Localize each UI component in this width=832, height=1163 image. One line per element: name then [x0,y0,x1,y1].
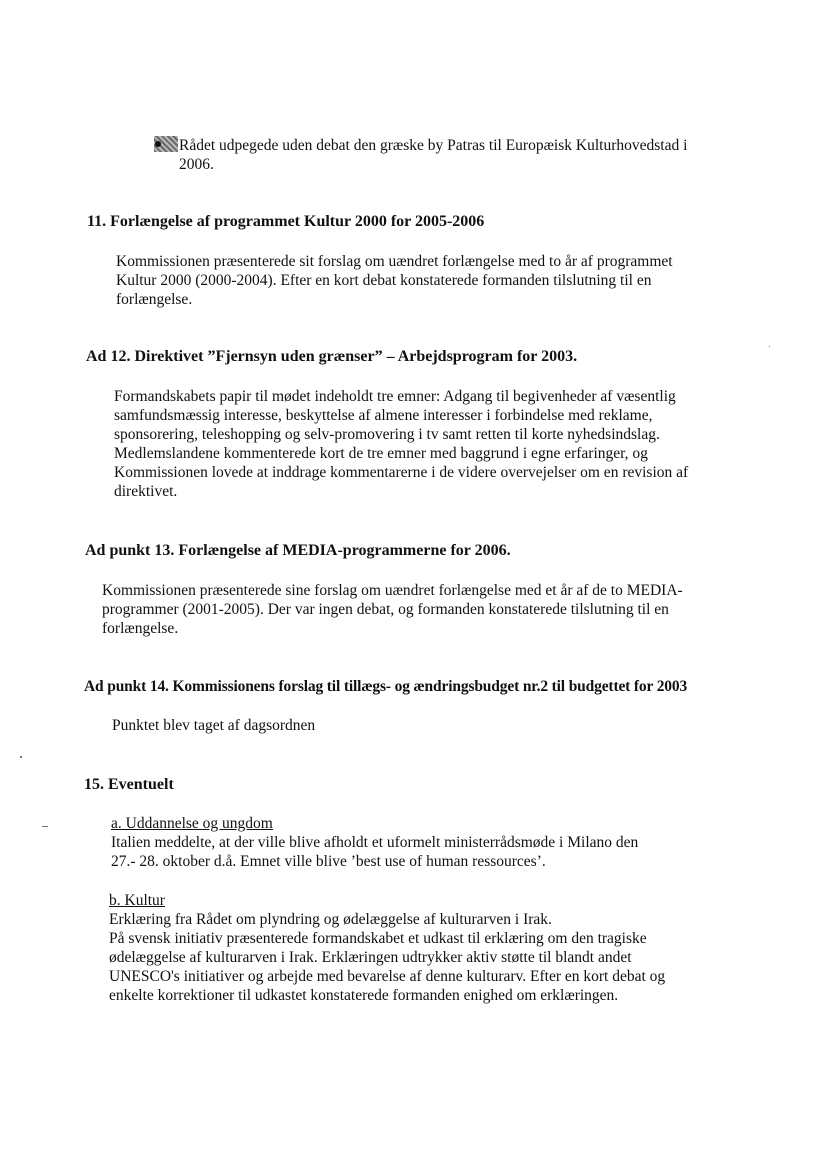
subsection-a-title: a. Uddannelse og ungdom [111,815,273,832]
paragraph-line: 27.- 28. oktober d.å. Emnet ville blive ’best use of human ressources’. [111,853,546,870]
section-13-paragraph [102,581,683,638]
section-14-heading: Ad punkt 14. Kommissionens forslag til tillægs- og ændringsbudget nr.2 til budgettet for 2003 [84,678,688,695]
paragraph-line: forlængelse. [102,620,179,637]
paragraph-line: Kommissionen præsenterede sine forslag om uændret forlængelse med et år af de to MEDIA- [102,582,683,599]
paragraph-line: UNESCO's initiativer og arbejde med bevarelse af denne kulturarv. Efter en kort debat og [109,968,666,985]
paragraph-line: ødelæggelse af kulturarven i Irak. Erklæringen udtrykker aktiv støtte til blandt andet [109,949,632,966]
paragraph-line: Kommissionen lovede at inddrage kommentarerne i de videre overvejelser om en revision af [114,464,689,481]
section-15a-block [111,814,638,871]
section-13-heading: Ad punkt 13. Forlængelse af MEDIA-programmerne for 2006. [85,542,511,559]
paragraph-line: Medlemslandene kommenterede kort de tre emner med baggrund i egne erfaringer, og [114,445,648,462]
paragraph-line: Italien meddelte, at der ville blive afholdt et uformelt ministerrådsmøde i Milano den [111,834,639,851]
section-11-heading: 11. Forlængelse af programmet Kultur 2000 for 2005-2006 [87,213,485,230]
paragraph-line: direktivet. [114,483,178,500]
section-15b-block [109,891,665,1005]
paragraph-line: Kommissionen præsenterede sit forslag om uændret forlængelse med to år af programmet [116,253,673,270]
subsection-b-title: b. Kultur [109,892,165,909]
paragraph-line: samfundsmæssig interesse, beskyttelse af almene interesser i forbindelse med reklame, [114,407,653,424]
paragraph-line: programmer (2001-2005). Der var ingen debat, og formanden konstaterede tilslutning til en [102,601,669,618]
scan-speck [769,346,770,347]
paragraph-line: sponsorering, teleshopping og selv-promovering i tv samt retten til korte nyhedsindslag. [114,426,660,443]
section-11-paragraph [116,252,673,309]
intro-line: Rådet udpegede uden debat den græske by Patras til Europæisk Kulturhovedstad i [179,137,688,154]
paragraph-line: Kultur 2000 (2000-2004). Efter en kort debat konstaterede formanden tilslutning til en [116,272,652,289]
paragraph-line: Erklæring fra Rådet om plyndring og ødelæggelse af kulturarven i Irak. [109,911,552,928]
intro-line: 2006. [179,156,214,173]
paragraph-line: På svensk initiativ præsenterede formandskabet et udkast til erklæring om den tragiske [109,930,647,947]
paragraph-line: Formandskabets papir til mødet indeholdt tre emner: Adgang til begivenheder af væsentlig [114,388,676,405]
intro-paragraph [179,136,687,174]
scan-speck [20,756,22,758]
section-12-heading: Ad 12. Direktivet ”Fjernsyn uden grænser” – Arbejdsprogram for 2003. [86,348,578,365]
section-12-paragraph [114,387,688,501]
paragraph-line: forlængelse. [116,291,193,308]
bullet-dot-icon [155,141,161,147]
section-15-heading: 15. Eventuelt [84,776,174,793]
scan-speck [42,826,48,827]
paragraph-line: enkelte korrektioner til udkastet konstaterede formanden enighed om erklæringen. [109,987,619,1004]
section-14-paragraph: Punktet blev taget af dagsordnen [112,717,316,734]
